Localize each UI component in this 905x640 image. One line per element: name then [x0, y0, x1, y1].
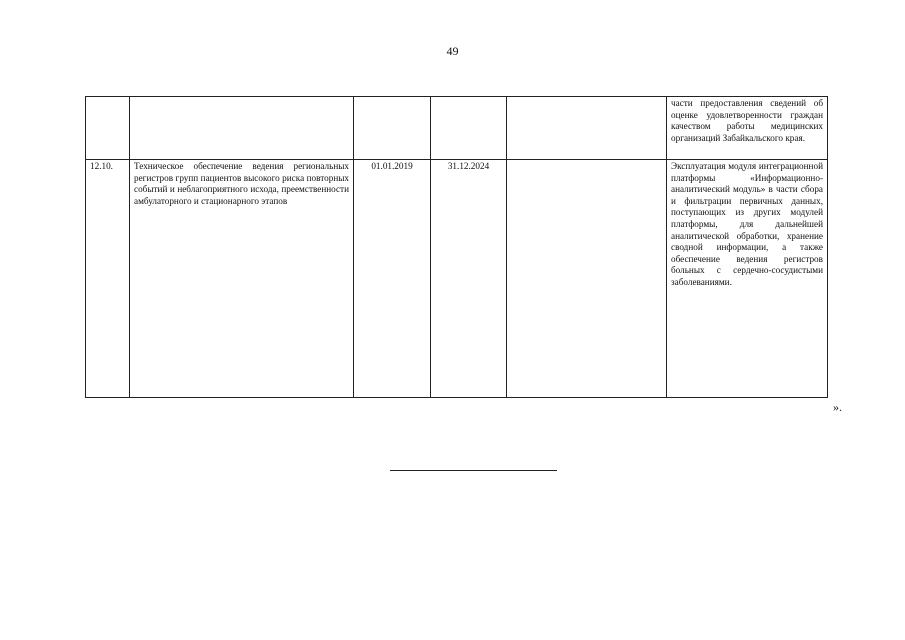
page-number: 49 [446, 44, 459, 58]
item-number-cell [86, 97, 130, 160]
result-cell: Эксплуатация модуля интеграционной платформы «Информационно-аналитический модуль» в части сбора и фильтрации первичных данных, поступающих из других модулей платформы, для дальнейшей аналитической обработки, хранение сводной информации, а также обеспечение ведения регистров больных с сердечно-сосудистыми заболеваниями. [667, 160, 828, 398]
separator-line [390, 470, 557, 471]
table-row [86, 97, 828, 160]
table-row [86, 160, 828, 398]
document-table [85, 96, 828, 398]
end-date-cell: 31.12.2024 [431, 160, 507, 398]
item-name-cell [130, 97, 354, 160]
start-date-cell [354, 97, 431, 160]
result-cell: части предоставления сведений об оценке удовлетворенности граждан качеством работы медицинских организаций Забайкальского края. [667, 97, 828, 160]
start-date-cell: 01.01.2019 [354, 160, 431, 398]
item-number-cell: 12.10. [86, 160, 130, 398]
responsible-cell [507, 97, 667, 160]
item-name-cell: Техническое обеспечение ведения региональных регистров групп пациентов высокого риска повторных событий и неблагоприятного исхода, преемственности амбулаторного и стационарного этапов [130, 160, 354, 398]
closing-quote: ». [833, 400, 842, 414]
responsible-cell [507, 160, 667, 398]
end-date-cell [431, 97, 507, 160]
